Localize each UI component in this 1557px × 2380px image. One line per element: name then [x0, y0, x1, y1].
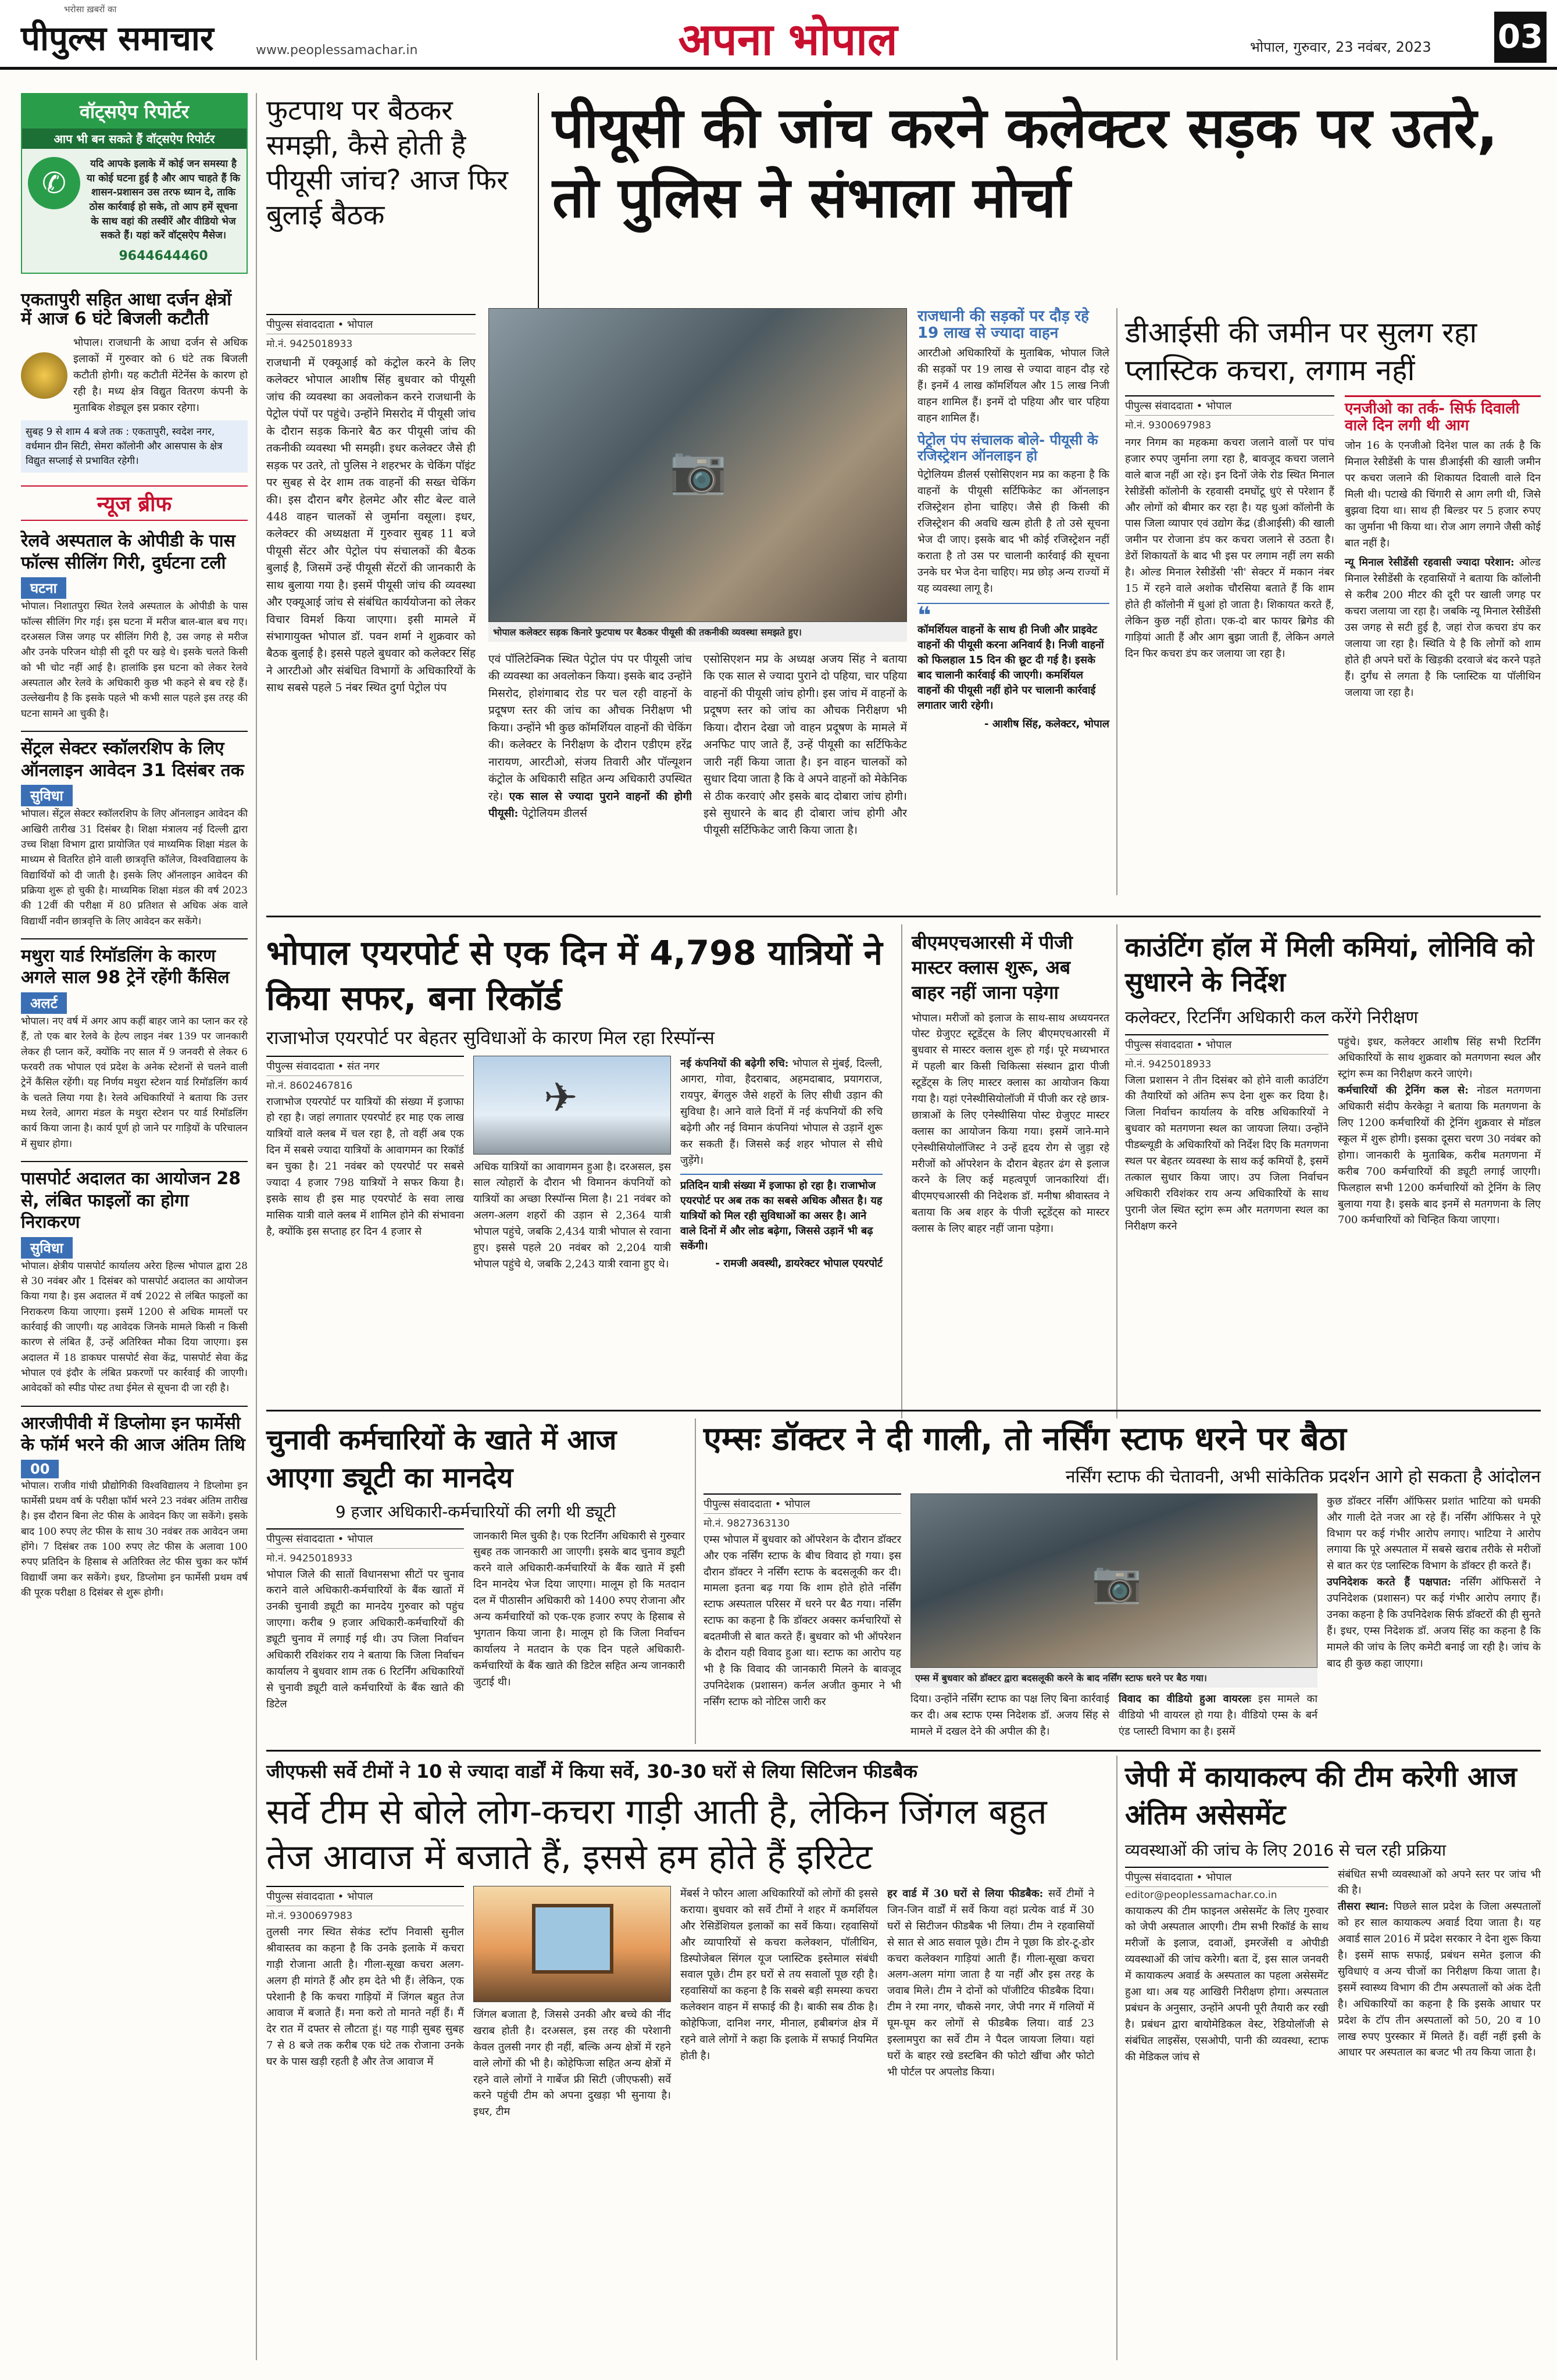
brief-text: भोपाल। राजीव गांधी प्रौद्योगिकी विश्वविद्यालय ने डिप्लोमा इन फार्मेसी प्रथम वर्ष के परीक्षा फॉर्म भरने 23 नवंबर अंतिम तारीख है। इस दौरान बिना लेट फीस के आवेदन किए जा सकेंगे। इसके बाद 100 रुपए लेट फीस के साथ 30 नवंबर तक आवेदन जमा होंगे। 7 दिसंबर तक 100 रुपए लेट फीस के अलावा 100 रुपए प्रतिदिन के हिसाब से अतिरिक्त लेट फीस चुका कर फॉर्म विद्यार्थी जमा कर सकेंगे। इधर, डिप्लोमा इन फार्मेसी प्रथम वर्ष की पूरक परीक्षा 8 दिसंबर से शुरू होगी।: [21, 1480, 248, 1599]
column-divider: [1116, 924, 1117, 1418]
cartoon-illustration: [473, 1886, 671, 2002]
brief-headline: रेलवे अस्पताल के ओपीडी के पास फॉल्स सीलिंग गिरी, दुर्घटना टली: [21, 531, 235, 573]
reporter-phone: मो.नं. 9425018933: [266, 1552, 353, 1564]
jp-col2b-text: पिछले साल प्रदेश के जिला अस्पतालों को हर साल कायाकल्प अवार्ड दिया जाता है। यह अवार्ड साल 2016 में प्रदेश सरकार ने देना शुरू किया है। इसमें साफ सफाई, प्रबंधन समेत इलाज की सुविधाएं व अन्य चीजों का निरीक्षण किया जाता है। इसमें स्वास्थ्य विभाग की टीम अस्पतालों को अंक देती है। अधिकारियों का कहना है कि इसके आधार पर प्रदेश के टॉप तीन अस्पतालों को 50, 20 व 10 लाख रुपए पुरस्कार में मिलते हैं। वहीं नहीं इसी के आधार पर अस्पताल का बजट भी तय किया जाता है।: [1338, 1900, 1541, 2059]
news-brief-title: न्यूज ब्रीफ: [21, 485, 248, 521]
logo-text: पीपुल्स समाचार: [21, 19, 214, 58]
survey-col4-text: सर्वे टीमों ने जिन-जिन वार्डों में सर्वे किया वहां प्रत्येक वार्ड में 30 घरों से सिटीजन फीडबैक भी लिया। टीम ने रहवासियों से सात से आठ सवाल पूछे। टीम ने पूछा कि डोर-टू-डोर कचरा कलेक्शन गाड़ियां आती हैं। गीला-सूखा कचरा अलग-अलग मांगा जाता है या नहीं और इस तरह के जवाब मिले। टीम ने दोनों को पॉजीटिव फीडबैक दिया। टीम ने रमा नगर, चौकसे नगर, जेपी नगर में गलियों में घूम-घूम कर लोगों से फीडबैक लिया। वार्ड 23 इस्लामपुरा का सर्वे टीम ने पैदल जायजा लिया। यहां घरों के बाहर रखे डस्टबिन की फोटो खींचा और फोटो भी पोर्टल पर अपलोड किया।: [887, 1888, 1094, 2078]
counting-subheadline: कलेक्टर, रिटर्निंग अधिकारी कल करेंगे निरीक्षण: [1125, 1007, 1419, 1028]
brief-label: अलर्ट: [21, 992, 67, 1014]
brief-headline: मथुरा यार्ड रिमॉडलिंग के कारण अगले साल 98 ट्रेनें रहेंगी कैंसिल: [21, 945, 230, 988]
brief-headline: सेंट्रल सेक्टर स्कॉलरशिप के लिए ऑनलाइन आवेदन 31 दिसंबर तक: [21, 738, 244, 781]
election-subheadline: 9 हजार अधिकारी-कर्मचारियों की लगी थी ड्यूटी: [335, 1502, 616, 1521]
brief-text: भोपाल। सेंट्रल सेक्टर स्कॉलरशिप के लिए ऑनलाइन आवेदन की आखिरी तारीख 31 दिसंबर है। शिक्षा मंत्रालय नई दिल्ली द्वारा उच्च शिक्षा विभाग द्वारा प्रायोजित एवं माध्यमिक शिक्षा मंडल के माध्यम से वितरित होने वाली छात्रवृत्ति कॉलेज, विश्वविद्यालय के विद्यार्थियों को दी जाती है। इसके लिए ऑनलाइन आवेदन की प्रक्रिया शुरू हो चुकी है। माध्यमिक शिक्षा मंडल की वर्ष 2023 की 12वीं की परीक्षा में 80 प्रतिशत से अधिक अंक वाले विद्यार्थी नवीन छात्रवृत्ति के लिए आवेदन कर सकेंगे।: [21, 808, 248, 927]
brief-item: [21, 530, 248, 721]
byline: [1125, 1034, 1329, 1055]
logo[interactable]: [21, 14, 214, 60]
whatsapp-icon: ✆: [28, 157, 80, 209]
counting-col2: पहुंचे। इधर, कलेक्टर आशीष सिंह सभी रिटर्निंग अधिकारियों के साथ शुक्रवार को मतगणना स्थल और स्ट्रांग रूम का निरीक्षण करने जाएंगे।: [1338, 1035, 1541, 1081]
election-headline: चुनावी कर्मचारियों के खाते में आज आएगा ड्यूटी का मानदेय: [266, 1424, 617, 1494]
lead-col3: एसोसिएशन मप्र के अध्यक्ष अजय सिंह ने बताया कि एक साल से ज्यादा पुराने दो पहिया, चार पहिया वाहनों की पीयूसी जांच होगी। इस जांच में वाहनों के प्रदूषण स्तर को जांच का औचक निरीक्षण भी किया। दौरान देखा जो वाहन प्रदूषण के मामले में अनफिट पाए जाते हैं, उन्हें पीयूसी का सर्टिफिकेट जारी नहीं किया जाता है। इन वाहन चालकों को सुधार दिया जाता है कि वे अपने वाहनों को मेकेनिक से ठीक करवाएं और इसके बाद दोबारा जांच होगी। इसे सुधारने के बाद ही दोबारा जांच होगी और पीयूसी सर्टिफिकेट जारी किया जाता है।: [703, 653, 907, 837]
byline-text: पीपुल्स संवाददाता • भोपाल: [1125, 400, 1232, 412]
brief-item: [21, 1161, 248, 1396]
power-cut-text: भोपाल। राजधानी के आधा दर्जन से अधिक इलाकों में गुरुवार को 6 घंटे तक बिजली कटौती होगी। यह कटौती मेंटेनेंस के कारण हो रही है। मध्य क्षेत्र विद्युत वितरण कंपनी के मुताबिक शेड्यूल इस प्रकार रहेगा।: [73, 337, 248, 414]
vehicles-text: आरटीओ अधिकारियों के मुताबिक, भोपाल जिले की सड़कों पर 19 लाख से ज्यादा वाहन दौड़ रहे हैं। इनमें 4 लाख कॉमर्शियल और 15 लाख निजी वाहन शामिल हैं। इनमें दो पहिया और चार पहिया वाहन शामिल हैं।: [917, 347, 1109, 424]
jp-highlight: तीसरा स्थान:: [1338, 1900, 1389, 1913]
survey-col4-highlight: हर वार्ड में 30 घरों से लिया फीडबैक:: [887, 1888, 1044, 1900]
survey-col1: तुलसी नगर स्थित सेकंड स्टॉप निवासी सुनील श्रीवास्तव का कहना है कि उनके इलाके में कचरा गाड़ी रोजाना आती है। गीला-सूखा कचरा अलग-अलग ही मांगते हैं और हम देते भी हैं। लेकिन, एक परेशानी है कि कचरा गाड़ियों में जिंगल बहुत तेज आवाज में बजाते हैं। मना करो तो मानते नहीं हैं। मैं देर रात में दफ्तर से लौटता हूं। यह गाड़ी सुबह सुबह 7 से 8 बजे तक करीब एक घंटे तक रोजाना उनके घर के पास खड़ी रहती है और तेज आवाज में: [266, 1926, 464, 2068]
brief-label: सुविधा: [21, 785, 73, 806]
reporter-phone: मो.नं. 9425018933: [1125, 1058, 1212, 1070]
counting-col2b-text: नोडल मतगणना अधिकारी संदीप केरकेट्टा ने बताया कि मतगणना के लिए 1200 कर्मचारियों की ट्रेनिंग शुक्रवार से मॉडल स्कूल में शुरू होगी। इसका दूसरा चरण 30 नवंबर को होगा। जानकारी के मुताबिक, करीब मतगणना में करीब 700 कर्मचारियों की ड्यूटी लगाई जाएगी। फिलहाल सभी 1200 कर्मचारियों को ट्रेनिंग के लिए बुलाया गया है। इसके बाद इनमें से मतगणना के लिए 700 कर्मचारियों को चिन्हित किया जाएगा।: [1338, 1084, 1541, 1227]
whatsapp-subtitle: आप भी बन सकते हैं वॉट्सऐप रिपोर्टर: [22, 128, 247, 149]
counting-highlight: कर्मचारियों की ट्रेनिंग कल से:: [1338, 1084, 1469, 1097]
dic-headline: डीआईसी की जमीन पर सुलग रहा प्लास्टिक कचरा, लगाम नहीं: [1125, 316, 1477, 387]
dic-side-text: जोन 16 के एनजीओ दिनेश पाल का तर्क है कि मिनाल रेसीडेंसी के पास डीआईसी की खाली जमीन पर कचरा जलाने की शिकायत दिवाली वाले दिन मिली थी। पटाखे की चिंगारी से आग लगी थी, जिसे बुझवा दिया था। साथ ही बिल्डर पर 5 हजार रुपए का जुर्माना भी किया था। रोज आग लगाने जैसी कोई बात नहीं है।: [1345, 439, 1541, 549]
collector-quote-box: [917, 603, 1109, 731]
byline: [1125, 395, 1334, 416]
jp-col2b: [1338, 1899, 1541, 2061]
pump-subhead: पेट्रोल पंप संचालक बोले- पीयूसी के रजिस्ट्रेशन ऑनलाइन हो: [917, 431, 1098, 464]
dateline: भोपाल, गुरुवार, 23 नवंबर, 2023: [1250, 39, 1431, 55]
airplane-icon: ✈: [544, 1073, 578, 1121]
reporter-phone: मो.नं. 9300697983: [1125, 420, 1212, 431]
counting-col2b: [1338, 1082, 1541, 1228]
survey-col2: जिंगल बजाता है, जिससे उनकी और बच्चे की नींद खराब होती है। दरअसल, इस तरह की परेशानी केवल तुलसी नगर ही नहीं, बल्कि अन्य क्षेत्रों में रहने वाले लोगों की भी है। कोहेफिजा सहित अन्य क्षेत्रों में रहने वाले लोगों ने गार्बेज फ्री सिटी (जीएफसी) सर्वे करने पहुंची टीम को अपना दुखड़ा भी सुनाया है। इधर, टीम: [473, 2009, 671, 2118]
counting-col1: जिला प्रशासन ने तीन दिसंबर को होने वाली काउंटिंग की तैयारियों को अंतिम रूप देना शुरू कर दिया है। जिला निर्वाचन कार्यालय के वरिष्ठ अधिकारियों ने बुधवार को मतगणना स्थल का जायजा लिया। उन्होंने पीडब्ल्यूडी के अधिकारियों को निर्देश दिए कि मतगणना स्थल पर बेहतर व्यवस्था के साथ कई कमियों है, इसमें तत्काल सुधार किया जाए। उप जिला निर्वाचन अधिकारी रविशंकर राय अन्य अधिकारियों के साथ पुरानी जेल स्थित स्ट्रांग रूम और मतगणना स्थल का निरीक्षण करने: [1125, 1074, 1329, 1232]
pump-text: पेट्रोलियम डीलर्स एसोसिएशन मप्र का कहना है कि वाहनों के पीयूसी सर्टिफिकेट का ऑनलाइन रजिस्ट्रेशन होना चाहिए। जैसे ही किसी की रजिस्ट्रेशन की अवधि खत्म होती है तो उसे सूचना भेज दी जाए। इसके बाद भी कोई रजिस्ट्रेशन नहीं कराता है तो उस पर चालानी कार्रवाई की सूचना उनके घर भेज देना चाहिए। मप्र छोड़ अन्य राज्यों में यह व्यवस्था लागू है।: [917, 469, 1109, 595]
brief-headline: आरजीपीवी में डिप्लोमा इन फार्मेसी के फॉर्म भरने की आज अंतिम तिथि: [21, 1413, 245, 1456]
editor-email[interactable]: editor@peoplessamachar.co.in: [1125, 1889, 1277, 1901]
survey-col3: मेंबर्स ने फौरन आला अधिकारियों को लोगों की इससे कराया। बुधवार को सर्वे टीमों ने शहर में कमर्शियल और रेसिडेंशियल इलाकों का सर्वे किया। रहवासियों और व्यापारियों से कचरा कलेक्शन, पॉलीथिन, डिस्पोजेबल सिंगल यूज प्लास्टिक इस्तेमाल संबंधी सवाल पूछे। टीम हर घरों से तय सवालों पूछ रही है। रहवासियों का कहना है कि सबसे बड़ी समस्या कचरा कलेक्शन वाहन में सफाई की है। बाकी सब ठीक है। कोहेफिजा, दानिश नगर, मीनाल, हबीबगंज क्षेत्र में रहने वाले लोगों ने कहा कि इलाके में सफाई नियमित होती है।: [680, 1888, 878, 2062]
aiims-col2: दिया। उन्होंने नर्सिंग स्टाफ का पक्ष लिए बिना कार्रवाई कर दी। अब स्टाफ एम्स निदेशक डॉ. अजय सिंह से मामले में दखल देने की अपील की है।: [910, 1692, 1109, 1738]
vehicles-subhead: राजधानी की सड़कों पर दौड़ रहे 19 लाख से ज्यादा वाहन: [917, 308, 1089, 342]
byline-text: पीपुल्स संवाददाता • भोपाल: [266, 1891, 373, 1903]
column-divider: [901, 924, 902, 1418]
airport-col3-text: भोपाल से मुंबई, दिल्ली, आगरा, गोवा, हैदराबाद, अहमदाबाद, प्रयागराज, रायपुर, बेंगलुरु जैसे शहरों के लिए सीधी उड़ान की सुविधा है। आने वाले दिनों में नई कंपनियों की रुचि बढ़ेगी और नई विमान कंपनियां भोपाल से उड़ानें शुरू कर सकती हैं। जिससे कई शहर भोपाल से सीधे जुड़ेंगे।: [680, 1057, 883, 1167]
survey-article: [266, 1759, 1104, 2120]
survey-col4: [887, 1886, 1094, 2081]
section-rule: [266, 1750, 1541, 1752]
whatsapp-title: वॉट्सऐप रिपोर्टर: [22, 94, 247, 128]
brief-label: सुविधा: [21, 1237, 73, 1259]
jp-subheadline: व्यवस्थाओं की जांच के लिए 2016 से चल रही प्रक्रिया: [1125, 1840, 1447, 1860]
dic-side-body: ओल्ड मिनाल रेसीडेंसी के रहवासियों ने बताया कि कॉलोनी से करीब 200 मीटर की दूरी पर खाली जगह पर कचरा जलाया जा रहा है। जबकि न्यू मिनाल रेसीडेंसी उस जगह से सटी हुई है, जहां रोज कचरा डंप कर जलाया जा रहा है। स्थिति ये है कि लोगों को शाम होते ही अपने घरों के खिड़की दरवाजे बंद करने पड़ते हैं। दुर्गंध से लगता है कि प्लास्टिक या पॉलीथिन जलाया जा रहा है।: [1345, 556, 1541, 699]
lead-kicker: फुटपाथ पर बैठकर समझी, कैसे होती है पीयूसी जांच? आज फिर बुलाई बैठक: [266, 94, 508, 231]
power-cut-article: [21, 290, 248, 473]
byline: [266, 314, 476, 334]
jp-col1: कायाकल्प की टीम फाइनल असेसमेंट के लिए गुरुवार को जेपी अस्पताल आएगी। टीम सभी रिकॉर्ड के साथ मरीजों के इलाज, दवाओं, इमरजेंसी व ओपीडी व्यवस्थाओं की जांच करेगी। बता दें, इस साल जनवरी में कायाकल्प अवार्ड के अस्पताल का पहला असेसमेंट हुआ था। अब यह आखिरी निरीक्षण होगा। अस्पताल प्रबंधन के अनुसार, उन्होंने अपनी पूरी तैयारी कर रखी है। प्रबंधन द्वारा बायोमेडिकल वेस्ट, रेडियोलॉजी से संबंधित लाइसेंस, एसओपी, पानी की व्यवस्था, स्टाफ की मेडिकल जांच से: [1125, 1904, 1329, 2063]
section-rule: [266, 1410, 1541, 1411]
lead-col2: [488, 651, 692, 901]
airport-headline: भोपाल एयरपोर्ट से एक दिन में 4,798 यात्रियों ने किया सफर, बना रिकॉर्ड: [266, 933, 883, 1019]
aiims-col3-highlight: उपनिदेशक करते हैं पक्षपात:: [1327, 1576, 1451, 1589]
byline-text: पीपुल्स संवाददाता • भोपाल: [266, 319, 373, 331]
aiims-protest-photo[interactable]: [910, 1493, 1317, 1668]
survey-headline: सर्वे टीम से बोले लोग-कचरा गाड़ी आती है, लेकिन जिंगल बहुत तेज आवाज में बजाते हैं, इससे हम होते हैं इरिटेट: [266, 1792, 1047, 1878]
aiims-article: [703, 1421, 1541, 1739]
brief-label: घटना: [21, 577, 66, 599]
jp-article: [1125, 1759, 1541, 2065]
airport-col3: [680, 1056, 883, 1169]
brief-text: भोपाल। क्षेत्रीय पासपोर्ट कार्यालय अरेरा हिल्स भोपाल द्वारा 28 से 30 नवंबर और 1 दिसंबर को पासपोर्ट अदालत का आयोजन किया गया है। इस अदालत में वर्ष 2022 से लंबित फाइलों का निराकरण किया जाएगा। इसमें 1200 से अधिक मामलों पर कार्रवाई की जाएगी। यह आवेदक जिनके मामले किसी न किसी कारण से लंबित हैं, उन्हें अतिरिक्त मौका दिया जाएगा। इस अदालत में 18 डाकघर पासपोर्ट सेवा केंद्र, पासपोर्ट सेवा केंद्र भोपाल एवं इंदौर के लंबित प्रकरणों पर कार्रवाई की जाएगी। आवेदकों को स्पीड पोस्ट तथा ईमेल से सूचना दी जा रही है।: [21, 1260, 248, 1395]
airport-col2: अधिक यात्रियों का आवागमन हुआ है। दरअसल, इस साल त्योहारों के दौरान भी विमानन कंपनियों को यात्रियों का अच्छा रिस्पॉन्स मिला है। 21 नवंबर को अलग-अलग शहरों की उड़ान से 2,364 यात्री भोपाल पहुंचे, जबकि 2,434 यात्री भोपाल से रवाना हुए। इससे पहले 20 नवंबर को 2,204 यात्री भोपाल पहुंचे थे, जबकि 2,243 यात्री रवाना हुए थे।: [473, 1160, 671, 1270]
quote-icon: ❝: [917, 602, 931, 629]
byline: [1125, 1867, 1329, 1887]
counting-article: [1125, 930, 1541, 1235]
lead-sidecol: [917, 308, 1109, 731]
column-divider: [1116, 308, 1117, 895]
bmhrc-headline: बीएमएचआरसी में पीजी मास्टर क्लास शुरू, अब बाहर नहीं जाना पड़ेगा: [912, 931, 1073, 1004]
sidebar: [21, 93, 248, 2360]
byline-text: पीपुल्स संवाददाता • भोपाल: [266, 1532, 373, 1545]
byline: [703, 1493, 901, 1514]
aiims-video-text: इस मामले का वीडियो भी वायरल हो गया है। वीडियो एम्स के बर्न एंड प्लास्टी विभाग का है। इसमें: [1119, 1692, 1317, 1738]
aiims-video-highlight: विवाद का वीडियो हुआ वायरलः: [1119, 1692, 1252, 1705]
aiims-subheadline: नर्सिंग स्टाफ की चेतावनी, अभी सांकेतिक प्रदर्शन आगे हो सकता है आंदोलन: [1065, 1466, 1541, 1487]
dic-side-highlight: न्यू मिनाल रेसीडेंसी रहवासी ज्यादा परेशान:: [1345, 556, 1515, 569]
dic-side-text2: [1345, 555, 1541, 701]
lead-byline-block: [266, 314, 476, 350]
photo-placeholder-icon: 📷: [669, 442, 727, 496]
section-rule: [266, 916, 1541, 917]
reporter-phone: मो.नं. 8602467816: [266, 1080, 353, 1092]
byline: [266, 1056, 464, 1076]
election-col2: जानकारी मिल चुकी है। एक रिटर्निंग अधिकारी से गुरुवार सुबह तक जानकारी आ जाएगी। इसके बाद चुनाव ड्यूटी करने वाले अधिकारी-कर्मचारियों के बैंक खाते में इसी दिन मानदेय भेज दिया जाएगा। मालूम हो कि मतदान दल में पीठासीन अधिकारी को 1400 रुपए रोजाना और अन्य कर्मचारियों को एक-एक हजार रुपए के हिसाब से भुगतान किया जाना है। मालूम हो कि जिला निर्वाचन कार्यालय ने मतदान के एक दिन पहले अधिकारी-कर्मचारियों के बैंक खाते की डिटेल सहित अन्य जानकारी जुटाई थी।: [473, 1530, 685, 1688]
lead-col2-tail: पेट्रोलियम डीलर्स: [522, 806, 587, 820]
airport-subheadline: राजाभोज एयरपोर्ट पर बेहतर सुविधाओं के कारण मिल रहा रिस्पॉन्स: [266, 1026, 715, 1049]
collector-quote: कॉमर्शियल वाहनों के साथ ही निजी और प्राइवेट वाहनों की पीयूसी करना अनिवार्य है। निजी वाहनों को फिलहाल 15 दिन की छूट दी गई है। इसके बाद चालानी कार्रवाई की जाएगी। कमर्शियल वाहनों की पीयूसी नहीं होने पर चालानी कार्रवाई लगातार जारी रहेगी।: [917, 623, 1104, 712]
window-icon: [532, 1904, 613, 1974]
bulb-icon: [21, 352, 67, 399]
site-url[interactable]: www.peoplessamachar.in: [256, 43, 418, 58]
whatsapp-number[interactable]: 9644644460: [119, 248, 208, 263]
bmhrc-article: [912, 930, 1109, 1237]
brief-headline: पासपोर्ट अदालत का आयोजन 28 से, लंबित फाइलों का होगा निराकरण: [21, 1168, 241, 1232]
brief-label: 00: [21, 1460, 59, 1478]
byline-text: पीपुल्स संवाददाता • भोपाल: [1125, 1038, 1232, 1051]
byline: [266, 1886, 464, 1906]
aiims-col3b-text: नर्सिंग ऑफिसरों ने उपनिदेशक (प्रशासन) पर कई गंभीर आरोप लगाए हैं। उनका कहना है कि उपनिदेशक सिर्फ डॉक्टरों की ही सुनते हैं। इधर, एम्स निदेशक डॉ. अजय सिंह का कहना है कि मामले की जांच के लिए कमेटी बनाई जा रही है। जांच के बाद ही कुछ कहा जाएगा।: [1327, 1576, 1541, 1670]
column-divider: [256, 93, 257, 2360]
photo-placeholder-icon: 📷: [1091, 1557, 1142, 1606]
brief-text: भोपाल। नए वर्ष में अगर आप कहीं बाहर जाने का प्लान कर रहे हैं, तो एक बार रेलवे के हेल्प लाइन नंबर 139 पर जानकारी लेकर ही प्लान करें, क्योंकि नए साल में 9 जनवरी से लेकर 6 फरवरी तक भोपाल एवं प्रदेश के अनेक स्टेशनों से चलने वाली ट्रेनें कैंसिल रहेंगी। यह निर्णय मथुरा स्टेशन यार्ड रिमॉडलिंग कार्य के चलते लिया गया है। रेलवे अधिकारियों ने बताया कि उत्तर मध्य रेलवे, आगरा मंडल के मथुरा स्टेशन पर यार्ड रिमॉडलिंग कार्य किया जाना है। कार्य पूर्ण हो जाने पर गाड़ियों के परिचालन में सुधार होगा।: [21, 1015, 248, 1150]
counting-headline: काउंटिंग हॉल में मिली कमियां, लोनिवि को सुधारने के निर्देश: [1125, 931, 1534, 998]
aiims-col3: कुछ डॉक्टर नर्सिंग ऑफिसर प्रशांत भाटिया को धमकी और गाली देते नजर आ रहे हैं। नर्सिंग ऑफिसर ने पूरे विभाग पर कई गंभीर आरोप लगाए। भाटिया ने आरोप लगाया कि पूरे अस्पताल में सबसे खराब तरीके से मरीजों से बात कर एंड प्लास्टिक विभाग के डॉक्टर ही करते हैं।: [1327, 1495, 1541, 1573]
lead-col2-highlight: एक साल से ज्यादा पुराने वाहनों की होगी पीयूसी:: [488, 789, 692, 820]
byline-text: पीपुल्स संवाददाता • भोपाल: [703, 1498, 810, 1510]
quote-attribution: - आशीष सिंह, कलेक्टर, भोपाल: [984, 718, 1109, 731]
brief-item: [21, 938, 248, 1152]
airplane-photo[interactable]: [473, 1056, 671, 1155]
lead-col2-text: एवं पॉलिटेक्निक स्थित पेट्रोल पंप पर पीयूसी जांच की व्यवस्था का अवलोकन किया। इसके बाद उन्होंने मिसरोद, होशंगाबाद रोड पर चल रही वाहनों के प्रदूषण स्तर की जांच का औचक निरीक्षण भी किया। उन्होंने भी कुछ कॉमर्शियल वाहनों की चेकिंग की। कलेक्टर के निरीक्षण के दौरान एडीएम हरेंद्र नारायण, आरटीओ, संजय तिवारी और पॉल्यूशन कंट्रोल के अधिकारी सहित अन्य अधिकारी उपस्थित रहे।: [488, 653, 692, 803]
aiims-photo-caption: एम्स में बुधवार को डॉक्टर द्वारा बदसलूकी करने के बाद नर्सिंग स्टाफ धरने पर बैठ गया।: [910, 1668, 1317, 1688]
byline: [266, 1528, 464, 1549]
reporter-phone: मो.नं. 9425018933: [266, 338, 353, 350]
election-article: [266, 1421, 685, 1713]
column-divider: [1116, 1756, 1117, 2360]
airport-col1: राजाभोज एयरपोर्ट पर यात्रियों की संख्या में इजाफा हो रहा है। जहां लगातार एयरपोर्ट हर माह एक लाख यात्रियों वाले क्लब में चल रहा है, तो वहीं अब एक दिन में सबसे ज्यादा यात्रियों के आवागमन का रिकॉर्ड बन चुका है। 21 नवंबर को एयरपोर्ट पर सबसे ज्यादा 4 हजार 798 यात्रियों ने सफर किया है। इसके साथ ही इस माह एयरपोर्ट के सवा लाख मासिक यात्री वाले क्लब में शामिल होने की संभावना है, क्योंकि इस सप्ताह हर दिन 4 हजार से: [266, 1095, 464, 1238]
byline-text: पीपुल्स संवाददाता • संत नगर: [266, 1060, 380, 1073]
aiims-col3b: [1327, 1574, 1541, 1671]
lead-photo-caption: भोपाल कलेक्टर सड़क किनारे फुटपाथ पर बैठकर पीयूसी की तकनीकी व्यवस्था समझते हुए।: [488, 622, 907, 642]
aiims-headline: एम्सः डॉक्टर ने दी गाली, तो नर्सिंग स्टाफ धरने पर बैठा: [703, 1420, 1347, 1458]
survey-kicker: जीएफसी सर्वे टीमों ने 10 से ज्यादा वार्डों में किया सर्वे, 30-30 घरों से लिया सिटिजन फीडबैक: [266, 1760, 917, 1782]
masthead: [0, 0, 1557, 70]
dic-side-headline: एनजीओ का तर्क- सिर्फ दिवाली वाले दिन लगी थी आग: [1345, 395, 1541, 434]
reporter-phone: मो.नं. 9827363130: [703, 1517, 790, 1530]
airport-quote-box: [680, 1174, 883, 1270]
brief-item: [21, 1406, 248, 1601]
byline-text: पीपुल्स संवाददाता • भोपाल: [1125, 1871, 1232, 1884]
aiims-video: [1119, 1691, 1317, 1740]
jp-col2: संबंधित सभी व्यवस्थाओं को अपने स्तर पर जांच भी की है।: [1338, 1868, 1541, 1897]
whatsapp-reporter-box[interactable]: [21, 93, 248, 274]
lead-col1: राजधानी में एक्यूआई को कंट्रोल करने के लिए कलेक्टर भोपाल आशीष सिंह बुधवार को पीयूसी जांच की व्यवस्था का अवलोकन करने राजधानी के पेट्रोल पंपों पर पहुंचे। उन्होंने मिसरोद में पीयूसी जांच के दौरान सड़क किनारे बैठ कर पीयूसी जांच की तकनीकी व्यवस्था भी समझी। इधर कलेक्टर जैसे ही सड़क पर उतरे, तो पुलिस ने शहरभर के चेकिंग पॉइंट पर सुबह से देर शाम तक वाहनों की सख्त चेकिंग की। इस दौरान बगैर हेलमेट और सीट बेल्ट वाले 448 वाहन चालकों से जुर्माना वसूला। इधर, कलेक्टर की अध्यक्षता में गुरुवार सुबह 11 बजे पीयूसी सेंटर और पेट्रोल पंप संचालकों की बैठक बुलाई है, जिसमें उन्हें पीयूसी सेंटरों की जानकारी के साथ बुलाया गया है। इसमें पीयूसी जांच की व्यवस्था और एक्यूआई जांच से संबंधित कार्ययोजना को लेकर विचार विमर्श किया जाएगा। इसी मामले में संभागायुक्त भोपाल डॉ. पवन शर्मा ने शुक्रवार को बैठक बुलाई है। इससे पहले बुधवार को कलेक्टर सिंह ने आरटीओ और संबंधित विभागों के अधिकारियों के साथ सबसे पहले 5 नंबर स्थित दुर्गा पेट्रोल पंप: [266, 356, 476, 695]
section-title: अपना भोपाल: [678, 13, 898, 65]
kicker-divider: [538, 93, 539, 308]
power-cut-headline: एकतापुरी सहित आधा दर्जन क्षेत्रों में आज 6 घंटे बिजली कटौती: [21, 289, 231, 330]
brief-item: [21, 731, 248, 929]
quote-attribution: - रामजी अवस्थी, डायरेक्टर भोपाल एयरपोर्ट: [715, 1257, 883, 1270]
logo-tagline: भरोसा ख़बरों का: [64, 4, 117, 15]
page-number: 03: [1494, 12, 1547, 63]
bmhrc-text: भोपाल। मरीजों को इलाज के साथ-साथ अध्ययनरत पोस्ट ग्रेजुएट स्टूडेंट्स के लिए बीएमएचआरसी में बुधवार से मास्टर क्लास शुरू हो गई। पूरे मध्यभारत में पहली बार किसी चिकित्सा संस्थान द्वारा पीजी स्टूडेंट्स के लिए मास्टर क्लास का आयोजन किया गया है। यहां एनेस्थीसियोलॉजी में पीजी कर रहे छात्र-छात्राओं के लिए एनेस्थीसिया पोस्ट ग्रेजुएट मास्टर क्लास का आयोजन किया गया। इसमें जाने-माने एनेस्थीसियोलॉजिस्ट ने उन्हें हृदय रोग से जुड़ा रहे मरीजों को ऑपरेशन के दौरान बेहतर ढंग से इलाज करने के लिए कई महत्वपूर्ण जानकारियां दीं। बीएमएचआरसी की निदेशक डॉ. मनीषा श्रीवास्तव ने बताया कि अब शहर के पीजी स्टूडेंट्स को मास्टर क्लास के लिए बाहर नहीं जाना पड़ेगा।: [912, 1012, 1109, 1235]
dic-text: नगर निगम का महकमा कचरा जलाने वालों पर पांच हजार रुपए जुर्माना लगा रहा है, बावजूद कचरा जलाने वाले बाज नहीं आ रहे। इन दिनों जेके रोड स्थित मिनाल रेसीडेंसी कॉलोनी के रहवासी दमघोंटू धुएं से परेशान हैं और लोगों को बीमार कर रहा है। यह धुआं कॉलोनी के पास जिला व्यापार एवं उद्योग केंद्र (डीआईसी) की खाली जमीन पर रोजाना डंप कर कचरा जलाने से उठता है। डेरों शिकायतों के बाद भी इस पर लगाम नहीं लग सकी है। ओल्ड मिनाल रेसीडेंसी 'सी' सेक्टर में मकान नंबर 15 में रहने वाले अशोक चौरसिया बताते हैं कि शाम होते ही कॉलोनी में धुआं हो जाता है। शिकायत करते हैं, लेकिन कुछ नहीं होता। एक-दो बार फायर ब्रिगेड की गाड़ियां आती हैं और आग बुझा जाती हैं, लेकिन अगले दिन फिर कचरा डंप कर जलाया जा रहा है।: [1125, 437, 1334, 660]
power-cut-schedule: सुबह 9 से शाम 4 बजे तक : एकतापुरी, स्वदेश नगर, वर्धमान ग्रीन सिटी, सेमरा कॉलोनी और आसपास के क्षेत्र विद्युत सप्लाई से प्रभावित रहेगी।: [21, 420, 248, 473]
reporter-phone: मो.नं. 9300697983: [266, 1910, 353, 1922]
lead-headline: पीयूसी की जांच करने कलेक्टर सड़क पर उतरे, तो पुलिस ने संभाला मोर्चा: [552, 95, 1498, 230]
aiims-col1: एम्स भोपाल में बुधवार को ऑपरेशन के दौरान डॉक्टर और एक नर्सिंग स्टाफ के बीच विवाद हो गया। इस दौरान डॉक्टर ने नर्सिंग स्टाफ के बदसलूकी कर दी। मामला इतना बढ़ गया कि शाम होते होते नर्सिंग स्टाफ अस्पताल परिसर में धरने पर बैठ गया। नर्सिंग स्टाफ का कहना है कि डॉक्टर अक्सर कर्मचारियों से बदतमीजी से बात करते हैं। बुधवार को भी ऑपरेशन के दौरान यही विवाद हुआ था। स्टाफ का आरोप यह भी है कि विवाद की जानकारी मिलने के बावजूद उपनिदेशक (प्रशासन) कर्नल अजीत कुमार ने भी नर्सिंग स्टाफ को नोटिस जारी कर: [703, 1533, 901, 1708]
brief-text: भोपाल। निशातपुरा स्थित रेलवे अस्पताल के ओपीडी के पास फॉल्स सीलिंग गिर गई। इस घटना में मरीज बाल-बाल बच गए। दरअसल जिस जगह पर सीलिंग गिरी है, उस जगह से मरीज और उनके परिजन थोड़ी सी दूरी पर खड़े थे। इसके चलते किसी को भी चोट नहीं आई है। हालांकि इस घटना को लेकर रेलवे अस्पताल और रेलवे के अधिकारी कुछ भी कहने से बच रहे हैं। उल्लेखनीय है कि इसके पहले भी कभी साल पहले इस तरह की घटना सामने आ चुकी है।: [21, 601, 248, 720]
dic-article: [1125, 314, 1541, 853]
whatsapp-text: यदि आपके इलाके में कोई जन समस्या है या कोई घटना हुई है और आप चाहते हैं कि शासन-प्रशासन उस तरफ ध्यान दे, ताकि ठोस कार्रवाई हो सके, तो आप हमें सूचना के साथ वहां की तस्वीरें और वीडियो भेज सकते हैं। यहां करें वॉट्सऐप मैसेज।: [87, 158, 240, 242]
election-col1: भोपाल जिले की सातों विधानसभा सीटों पर चुनाव कराने वाले अधिकारी-कर्मचारियों के बैंक खातों में उनकी चुनावी ड्यूटी का मानदेय गुरुवार को पहुंच जाएगा। करीब 9 हजार अधिकारी-कर्मचारियों की ड्यूटी चुनाव में लगाई गई थी। उप जिला निर्वाचन अधिकारी रविशंकर राय ने बताया कि जिला निर्वाचन कार्यालय ने बुधवार शाम तक 6 रिटर्निंग अधिकारियों से चुनावी ड्यूटी वाले कर्मचारियों के बैंक खाते की डिटेल: [266, 1568, 464, 1710]
airport-col3-highlight: नई कंपनियों की बढ़ेगी रुचि:: [680, 1057, 789, 1070]
jp-headline: जेपी में कायाकल्प की टीम करेगी आज अंतिम असेसमेंट: [1125, 1761, 1517, 1831]
airport-article: [266, 930, 883, 1338]
column-divider: [695, 1418, 696, 1744]
lead-photo[interactable]: [488, 308, 907, 622]
airport-quote: प्रतिदिन यात्री संख्या में इजाफा हो रहा है। राजाभोज एयरपोर्ट पर अब तक का सबसे अधिक औसत है। यह यात्रियों को मिल रही सुविधाओं का असर है। आने वाले दिनों में और लोड बढ़ेगा, जिससे उड़ानें भी बढ़ सकेंगी।: [680, 1179, 883, 1253]
